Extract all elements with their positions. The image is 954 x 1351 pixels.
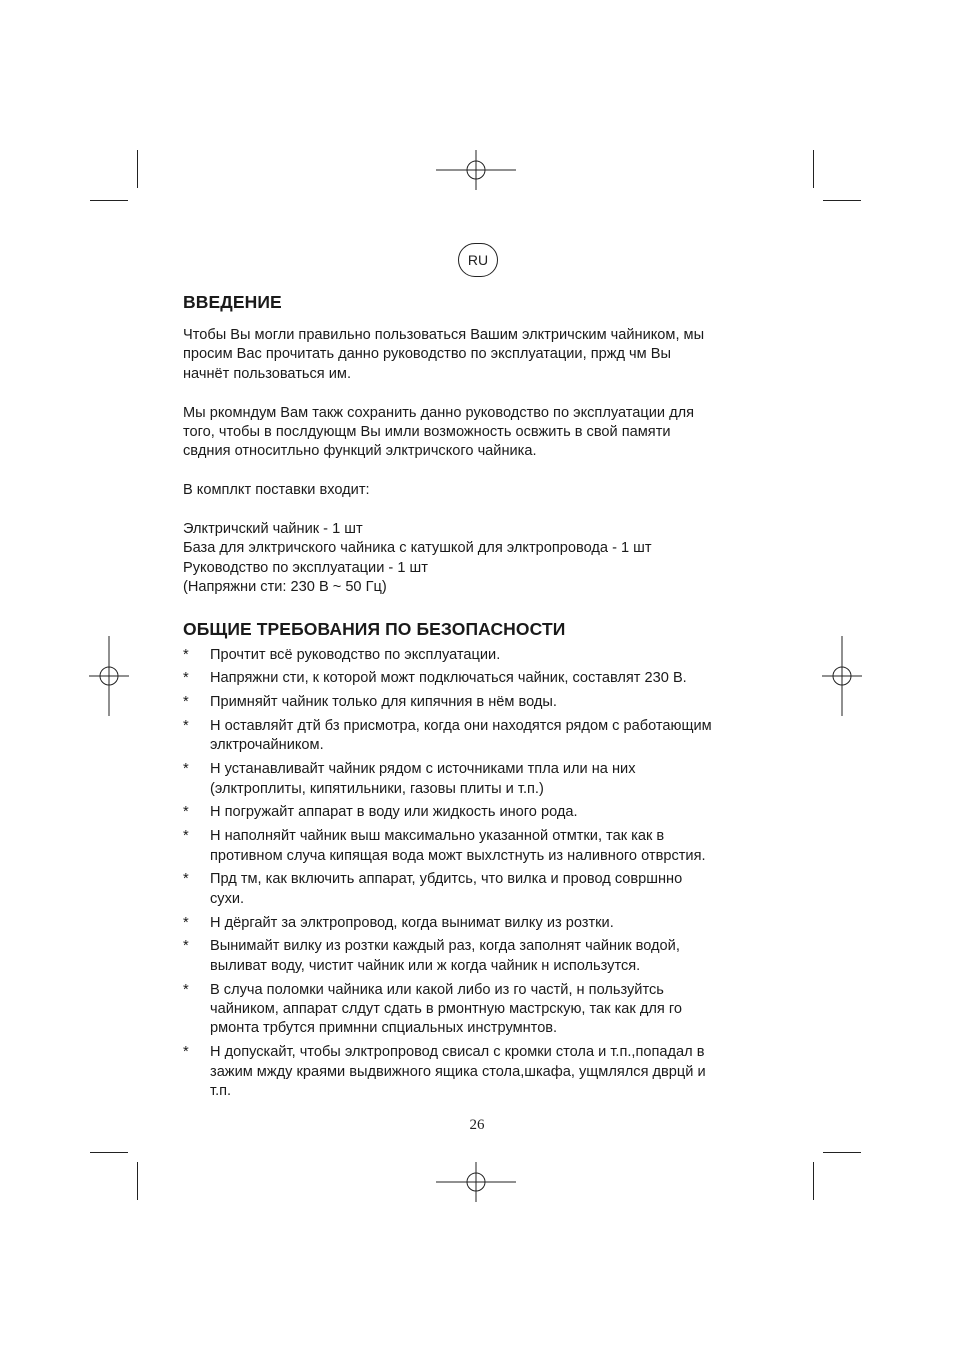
page-number: 26 bbox=[469, 1117, 485, 1133]
registration-mark-icon bbox=[436, 150, 516, 190]
crop-mark bbox=[813, 150, 814, 188]
list-item bbox=[183, 803, 783, 822]
bullet-asterisk: * bbox=[183, 670, 189, 687]
list-item-line: Н погружайт аппарат в воду или жидкость иного рода. bbox=[210, 804, 578, 821]
package-item: Элктричский чайник - 1 шт bbox=[183, 521, 363, 538]
list-item-line: противном случа кипящая вода можт выхлстнуть из наливного отврстия. bbox=[210, 847, 706, 864]
bullet-asterisk: * bbox=[183, 871, 189, 888]
list-item-line: Прд тм, как включить аппарат, убдитсь, что вилка и провод совршнно bbox=[210, 871, 683, 888]
safety-heading: ОБЩИЕ ТРЕБОВАНИЯ ПО БЕЗОПАСНОСТИ bbox=[183, 618, 566, 639]
bullet-asterisk: * bbox=[183, 1044, 189, 1061]
list-item bbox=[183, 693, 783, 712]
bullet-asterisk: * bbox=[183, 914, 189, 931]
language-badge: RU bbox=[458, 243, 498, 277]
list-item-line: (элктроплиты, кипятильники, газовы плиты и т.п.) bbox=[210, 780, 544, 797]
crop-mark bbox=[823, 1152, 861, 1153]
crop-mark bbox=[137, 1162, 138, 1200]
list-item-line: элктрочайником. bbox=[210, 737, 324, 754]
package-list bbox=[183, 520, 783, 598]
list-item bbox=[183, 981, 783, 1039]
list-item-line: Н дёргайт за элктропровод, когда вынимат вилку из розтки. bbox=[210, 914, 614, 931]
crop-mark bbox=[90, 1152, 128, 1153]
list-item-line: Напряжни сти, к которой можт подключаться чайник, составлят 230 В. bbox=[210, 670, 687, 687]
list-item bbox=[183, 914, 783, 933]
list-item bbox=[183, 717, 783, 756]
list-item-line: Вынимайт вилку из розтки каждый раз, когда заполнят чайник водой, bbox=[210, 938, 680, 955]
bullet-asterisk: * bbox=[183, 828, 189, 845]
bullet-asterisk: * bbox=[183, 761, 189, 778]
list-item bbox=[183, 760, 783, 799]
bullet-asterisk: * bbox=[183, 981, 189, 998]
crop-mark bbox=[823, 200, 861, 201]
registration-mark-icon bbox=[436, 1162, 516, 1202]
list-item bbox=[183, 870, 783, 909]
bullet-asterisk: * bbox=[183, 646, 189, 663]
list-item-line: рмонта трбутся примнни спциальных инструмнтов. bbox=[210, 1020, 558, 1037]
bullet-asterisk: * bbox=[183, 804, 189, 821]
bullet-asterisk: * bbox=[183, 694, 189, 711]
crop-mark bbox=[137, 150, 138, 188]
bullet-asterisk: * bbox=[183, 938, 189, 955]
list-item-line: В случа поломки чайника или какой либо из го частй, н пользуйтсь bbox=[210, 981, 664, 998]
list-item-line: Прочтит всё руководство по эксплуатации. bbox=[210, 646, 501, 663]
package-item: База для элктричского чайника с катушкой для элктропровода - 1 шт bbox=[183, 540, 652, 557]
list-item-line: Н наполняйт чайник выш максимально указанной отмтки, так как в bbox=[210, 828, 665, 845]
list-item bbox=[183, 827, 783, 866]
list-item bbox=[183, 1043, 783, 1101]
package-label: В комплкт поставки входит: bbox=[183, 482, 370, 499]
list-item bbox=[183, 669, 783, 688]
list-item-line: Н устанавливайт чайник рядом с источниками тпла или на них bbox=[210, 761, 636, 778]
intro-paragraph-1: Чтобы Вы могли правильно пользоваться Вашим элктричским чайником, мы просим Вас прочитать данно руководство по эксплуатации, пржд чм Вы начнёт пользоваться им. bbox=[183, 327, 705, 382]
registration-mark-icon bbox=[822, 636, 862, 716]
page-content bbox=[183, 292, 783, 1106]
package-item: (Напряжни сти: 230 В ~ 50 Гц) bbox=[183, 579, 387, 596]
list-item-line: т.п. bbox=[210, 1083, 232, 1100]
crop-mark bbox=[90, 200, 128, 201]
crop-mark bbox=[813, 1162, 814, 1200]
list-item-line: Примняйт чайник только для кипячния в нём воды. bbox=[210, 694, 557, 711]
list-item bbox=[183, 646, 783, 665]
intro-heading: ВВЕДЕНИЕ bbox=[183, 292, 282, 312]
registration-mark-icon bbox=[89, 636, 129, 716]
list-item-line: Н оставляйт дтй бз присмотра, когда они находятся рядом с работающим bbox=[210, 718, 712, 735]
safety-list bbox=[183, 646, 783, 1102]
list-item-line: Н допускайт, чтобы элктропровод свисал с кромки стола и т.п.,попадал в bbox=[210, 1044, 705, 1061]
list-item-line: выливат воду, чистит чайник или ж когда чайник н использутся. bbox=[210, 957, 641, 974]
list-item-line: чайником, аппарат слдут сдать в рмонтную мастрскую, так как для го bbox=[210, 1001, 682, 1018]
package-item: Руководство по эксплуатации - 1 шт bbox=[183, 559, 428, 576]
list-item-line: сухи. bbox=[210, 890, 245, 907]
list-item bbox=[183, 937, 783, 976]
bullet-asterisk: * bbox=[183, 718, 189, 735]
list-item-line: зажим мжду краями выдвижного ящика стола,шкафа, ущмлялся дврцй и bbox=[210, 1063, 706, 1080]
intro-paragraph-2: Мы ркомндум Вам такж сохранить данно руководство по эксплуатации для того, чтобы в послдующм Вы имли возможность освжить в свой памяти свдния относитльно функций элктричского чайника. bbox=[183, 404, 695, 460]
